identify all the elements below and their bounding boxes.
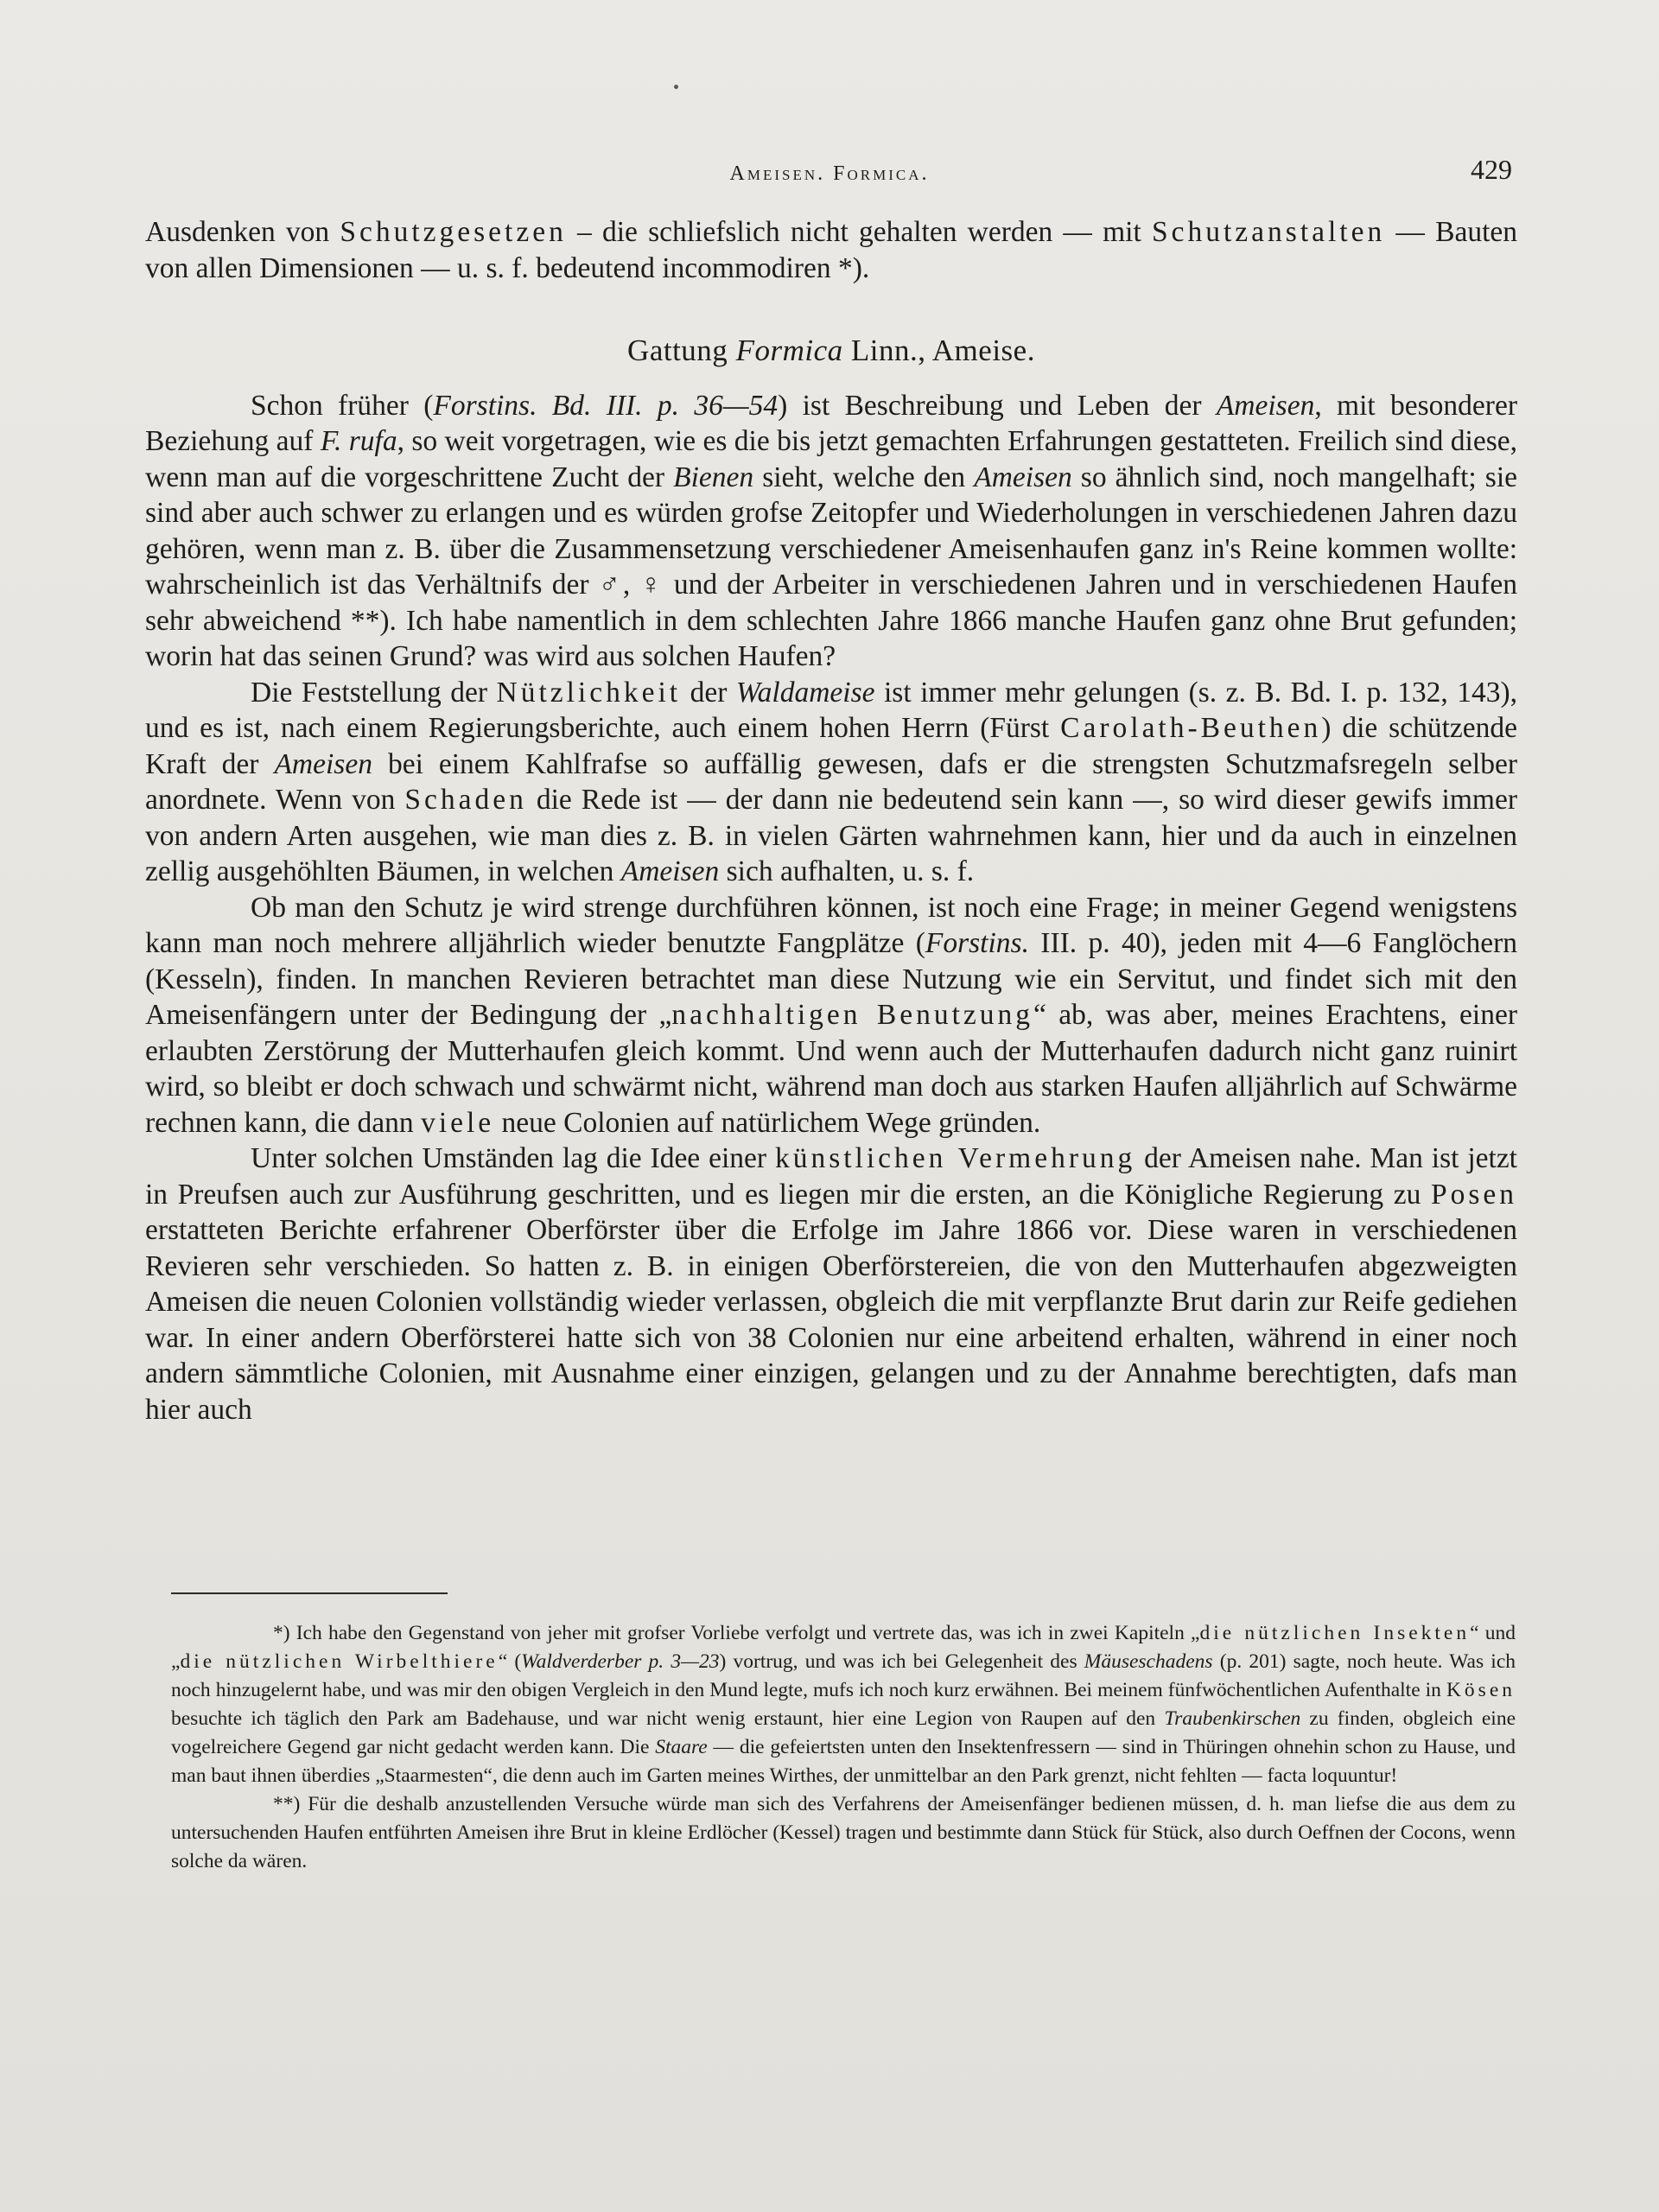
spaced-term: die nützlichen Wirbelthiere xyxy=(180,1650,499,1673)
text-run: erstatteten Berichte erfahrener Oberförster über die Erfolge im Jahre 1866 vor. Diese waren in verschiedenen Revieren sehr verschieden. So hatten z. B. in einigen Oberförstereien, die von den Mutterhaufen abgezweigten Ameisen die neuen Colonien vollständig wieder verlassen, obgleich die mit verpflanzte Brut darin zur Reife gediehen war. In einer andern Oberförsterei hatte sich von 38 Colonien nur eine arbeitend erhalten, während in einer noch andern sämmtliche Colonien, mit Ausnahme einer einzigen, gelangen und zu der Annahme berechtigten, dafs man hier auch xyxy=(145,1214,1517,1426)
citation: Waldverderber p. 3—23 xyxy=(521,1650,720,1673)
footnote-rule xyxy=(171,1592,448,1594)
text-run: , so weit vorgetragen, wie es die bis jetzt gemachten Erfahrungen gestatteten. Freilich sind diese, wenn man auf die vorgeschrittene Zucht der xyxy=(145,425,1517,493)
italic-term: Mäuseschadens xyxy=(1084,1650,1213,1673)
text-run: , mit besonderer Beziehung auf xyxy=(145,389,1517,457)
text-run: – die schliefslich nicht gehalten werden — mit xyxy=(566,216,1152,248)
text-run: — Bauten von allen Dimensionen — u. s. f. bedeutend incommodiren *). xyxy=(145,216,1517,284)
spaced-term: nachhaltigen Benutzung xyxy=(671,999,1034,1031)
italic-term: Ameisen xyxy=(974,461,1072,493)
paragraph-1 xyxy=(145,388,1517,675)
title-text: Gattung xyxy=(627,334,736,367)
footnotes xyxy=(171,1619,1516,1876)
text-run: — die gefeiertsten unten den Insektenfressern — sind in Thüringen ohnehin schon zu Hause, und man baut ihnen überdies „Staarmesten“, die denn auch im Garten meines Wirthes, der unmittelbar an den Park grenzt, nicht fehlten — facta loquuntur! xyxy=(171,1736,1516,1787)
text-run: Unter solchen Umständen lag die Idee einer xyxy=(251,1142,775,1174)
text-run: der xyxy=(681,676,736,709)
main-text xyxy=(145,214,1517,1427)
section-title xyxy=(145,333,1517,369)
text-run: ) die schützende Kraft der xyxy=(145,712,1517,780)
footnote-2: **) Für die deshalb anzustellenden Versuche würde man sich des Verfahrens der Ameisenfänger bedienen müssen, d. h. man liefse die aus dem zu untersuchenden Haufen entführten Ameisen ihre Brut in kleine Erdlöcher (Kessel) tragen und bestimmte dann Stück für Stück, also durch Oeffnen der Cocons, wenn solche da wären. xyxy=(171,1793,1516,1872)
italic-term: Ameisen xyxy=(620,855,720,887)
paragraph-3 xyxy=(145,890,1517,1141)
spaced-term: Carolath-Beuthen xyxy=(1060,712,1322,744)
title-genus: Formica xyxy=(735,334,843,367)
text-run: Ob man den Schutz je wird strenge durchführen können, ist noch eine Frage; in meiner Gegend wenigstens kann man noch mehrere alljährlich wieder benutzte Fangplätze ( xyxy=(145,891,1517,959)
text-run: neue Colonien auf natürlichem Wege gründen. xyxy=(494,1106,1041,1139)
text-run: “ ab, was aber, meines Erachtens, einer erlaubten Zerstörung der Mutterhaufen gleich kommt. Und wenn auch der Mutterhaufen dadurch nicht ganz ruinirt wird, so bleibt er doch schwach und schwärmt nicht, während man doch aus starken Haufen alljährlich auf Schwärme rechnen kann, die dann xyxy=(145,999,1517,1139)
text-run: sieht, welche den xyxy=(753,461,975,493)
spaced-term: künstlichen Vermehrung xyxy=(774,1142,1136,1174)
page-header xyxy=(147,154,1512,197)
paragraph-4 xyxy=(145,1141,1517,1427)
text-run: besuchte ich täglich den Park am Badehause, und war nicht wenig erstaunt, hier eine Legion von Raupen auf den xyxy=(171,1707,1165,1730)
footnote-1 xyxy=(171,1619,1516,1790)
page-number: 429 xyxy=(1471,154,1512,185)
citation: Forstins. xyxy=(925,927,1029,959)
spaced-term: Nützlichkeit xyxy=(496,676,682,709)
text-run: sich aufhalten, u. s. f. xyxy=(719,855,975,887)
text-run: “ ( xyxy=(498,1650,522,1673)
text-run: zu finden, obgleich eine vogelreichere Gegend gar nicht gedacht werden kann. Die xyxy=(171,1707,1516,1758)
text-run: Ausdenken von xyxy=(145,216,340,248)
italic-term: Traubenkirschen xyxy=(1164,1707,1301,1730)
italic-term: Staare xyxy=(655,1736,708,1758)
citation: Forstins. Bd. III. p. 36—54 xyxy=(433,389,779,422)
spaced-term: Schutzgesetzen xyxy=(340,216,567,248)
paragraph-2 xyxy=(145,675,1517,890)
running-head: Ameisen. Formica. xyxy=(729,162,930,185)
text-run: ) vortrug, und was ich bei Gelegenheit des xyxy=(719,1650,1084,1673)
italic-term: Ameisen xyxy=(1216,389,1315,422)
text-run: “ und „ xyxy=(171,1622,1516,1673)
text-run: III. p. 40), jeden mit 4—6 Fanglöchern (Kesseln), finden. In manchen Revieren betrachtet man diese Nutzung wie ein Servitut, und findet sich mit den Ameisenfängern unter der Bedingung der „ xyxy=(145,927,1517,1031)
text-run: ) ist Beschreibung und Leben der xyxy=(778,389,1217,422)
text-run: der Ameisen nahe. Man ist jetzt in Preufsen auch zur Ausführung geschritten, und es liegen mir die ersten, an die Königliche Regierung zu xyxy=(145,1142,1517,1211)
text-run: *) Ich habe den Gegenstand von jeher mit grofser Vorliebe verfolgt und vertrete das, was ich in zwei Kapiteln „ xyxy=(273,1622,1200,1644)
spaced-term: viele xyxy=(421,1106,495,1139)
spaced-term: Kösen xyxy=(1446,1679,1516,1701)
italic-term: Bienen xyxy=(673,461,754,493)
title-text: Linn., Ameise. xyxy=(842,334,1035,367)
paragraph-continuation xyxy=(145,214,1517,286)
spaced-term: Schutzanstalten xyxy=(1151,216,1386,248)
text-run: Die Feststellung der xyxy=(251,676,497,709)
italic-term: Ameisen xyxy=(274,747,372,780)
text-run: (p. 201) sagte, noch heute. Was ich noch hinzugelernt habe, und was mir den obigen Vergleich in den Mund legte, mufs ich noch kurz erwähnen. Bei meinem fünfwöchentlichen Aufenthalte in xyxy=(171,1650,1516,1701)
text-run: die Rede ist — der dann nie bedeutend sein kann —, so wird dieser gewifs immer von andern Arten ausgehen, wie man dies z. B. in vielen Gärten wahrnehmen kann, hier und da auch in einzelnen zellig ausgehöhlten Bäumen, in welchen xyxy=(145,784,1517,887)
italic-term: F. rufa xyxy=(320,425,397,457)
text-run: ist immer mehr gelungen (s. z. B. Bd. I. p. 132, 143), und es ist, nach einem Regierungsberichte, auch einem hohen Herrn (Fürst xyxy=(145,676,1517,744)
spaced-term: die nützlichen Insekten xyxy=(1199,1622,1471,1644)
text-run: so ähnlich sind, noch mangelhaft; sie sind aber auch schwer zu erlangen und es würden grofse Zeitopfer und Wiederholungen in verschiedenen Jahren dazu gehören, wenn man z. B. über die Zusammensetzung verschiedener Ameisenhaufen ganz in's Reine kommen wollte: wahrscheinlich ist das Verhältnifs der ♂, ♀ und der Arbeiter in verschiedenen Jahren und in verschiedenen Haufen sehr abweichend **). Ich habe namentlich in dem schlechten Jahre 1866 manche Haufen ganz ohne Brut gefunden; worin hat das seinen Grund? was wird aus solchen Haufen? xyxy=(145,461,1517,672)
text-run: bei einem Kahlfrafse so auffällig gewesen, dafs er die strengsten Schutzmafsregeln selber anordnete. Wenn von xyxy=(145,747,1517,816)
ink-speck xyxy=(674,85,678,89)
text-run: Schon früher ( xyxy=(251,389,434,422)
spaced-term: Posen xyxy=(1430,1178,1517,1211)
spaced-term: Schaden xyxy=(404,784,527,816)
italic-term: Waldameise xyxy=(735,676,875,709)
